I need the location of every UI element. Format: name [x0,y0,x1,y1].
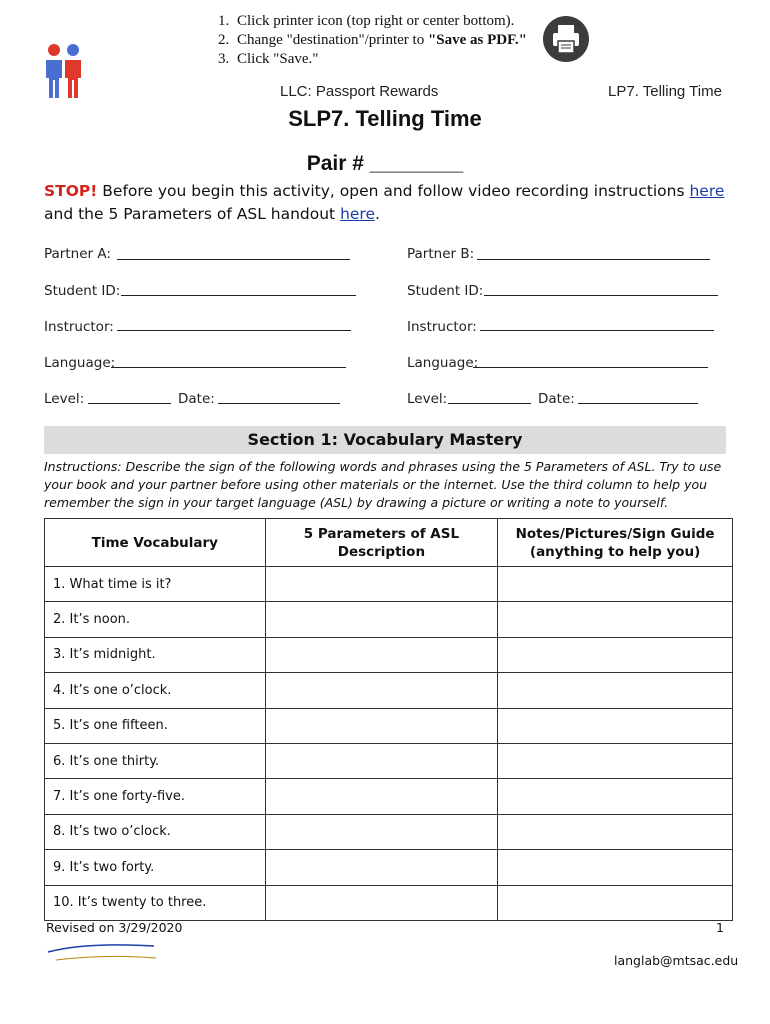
header-right: LP7. Telling Time [608,83,722,100]
student-id-b-line[interactable] [484,294,718,296]
notes-cell[interactable] [498,567,733,602]
partner-a-label: Partner A: [44,246,111,262]
partner-b-label: Partner B: [407,246,475,262]
description-cell[interactable] [265,708,498,743]
partner-a-line[interactable] [117,258,350,260]
instructor-b-label: Instructor: [407,319,477,335]
level-a-line[interactable] [88,402,171,404]
notes-cell[interactable] [498,814,733,849]
page-title: SLP7. Telling Time [288,106,482,131]
date-a-label: Date: [178,391,215,407]
table-row [45,885,733,920]
vocab-cell: 1. What time is it? [45,567,266,602]
vocab-cell: 8. It’s two o’clock. [45,814,266,849]
header-left: LLC: Passport Rewards [280,83,439,100]
vocab-cell: 5. It’s one fifteen. [45,708,266,743]
instructor-b-line[interactable] [480,329,714,331]
description-cell[interactable] [265,814,498,849]
print-step-3: 3. Click "Save." [233,50,545,69]
vocab-cell: 6. It’s one thirty. [45,743,266,778]
description-cell[interactable] [265,743,498,778]
description-cell[interactable] [265,850,498,885]
language-b-label: Language: [407,355,479,371]
video-instructions-link[interactable]: here [689,182,725,200]
notes-cell[interactable] [498,673,733,708]
language-a-line[interactable] [111,366,346,368]
print-instructions [205,12,545,69]
date-b-line[interactable] [578,402,698,404]
stop-word: STOP! [44,182,98,200]
level-b-label: Level: [407,391,448,407]
table-row [45,602,733,637]
student-id-a-line[interactable] [121,294,356,296]
table-header-row [45,519,733,567]
notes-cell[interactable] [498,743,733,778]
student-id-b-label: Student ID: [407,283,484,299]
level-a-label: Level: [44,391,85,407]
page-number: 1 [716,920,724,935]
table-row [45,814,733,849]
col-header-description: 5 Parameters of ASL Description [265,519,498,567]
parameters-handout-link[interactable]: here [340,205,375,223]
description-cell[interactable] [265,673,498,708]
print-step-1: 1. Click printer icon (top right or center bottom). [233,12,545,31]
people-icon [42,42,86,102]
notes-cell[interactable] [498,637,733,672]
student-id-a-label: Student ID: [44,283,121,299]
notes-cell[interactable] [498,850,733,885]
notes-cell[interactable] [498,779,733,814]
language-a-label: Language: [44,355,116,371]
vocab-cell: 10. It’s twenty to three. [45,885,266,920]
language-b-line[interactable] [473,366,708,368]
stop-notice: STOP! Before you begin this activity, open and follow video recording instructions here and the 5 Parameters of ASL handout here. [44,182,725,223]
vocab-cell: 9. It’s two forty. [45,850,266,885]
table-row [45,779,733,814]
description-cell[interactable] [265,779,498,814]
level-b-line[interactable] [448,402,531,404]
description-cell[interactable] [265,567,498,602]
table-row [45,743,733,778]
section-title: Section 1: Vocabulary Mastery [247,430,523,449]
instructor-a-label: Instructor: [44,319,114,335]
printer-icon[interactable] [543,16,589,62]
col-header-notes: Notes/Pictures/Sign Guide (anything to help you) [498,519,733,567]
notes-cell[interactable] [498,602,733,637]
instructor-a-line[interactable] [117,329,351,331]
date-b-label: Date: [538,391,575,407]
vocab-cell: 3. It’s midnight. [45,637,266,672]
pair-number: Pair # ________ [306,152,464,175]
instructions-text: Instructions: Describe the sign of the following words and phrases using the 5 Parameters of ASL. Try to use your book and your partner before using other materials or the internet. Use the third column to help you remember the sign in your target language (ASL) by drawing a picture or writing a note to yourself. [44,459,722,510]
notes-cell[interactable] [498,885,733,920]
description-cell[interactable] [265,885,498,920]
contact-email[interactable]: langlab@mtsac.edu [614,953,739,968]
col-header-vocabulary: Time Vocabulary [45,519,266,567]
description-cell[interactable] [265,637,498,672]
description-cell[interactable] [265,602,498,637]
notes-cell[interactable] [498,708,733,743]
print-step-2: 2. Change "destination"/printer to "Save as PDF." [233,31,545,50]
language-learning-center-logo [46,938,166,968]
vocab-cell: 4. It’s one o’clock. [45,673,266,708]
table-row [45,567,733,602]
table-row [45,708,733,743]
date-a-line[interactable] [218,402,340,404]
vocab-cell: 7. It’s one forty-five. [45,779,266,814]
table-row [45,673,733,708]
partner-b-line[interactable] [477,258,710,260]
vocab-cell: 2. It’s noon. [45,602,266,637]
revised-date: Revised on 3/29/2020 [46,920,183,935]
table-row [45,850,733,885]
table-row [45,637,733,672]
vocabulary-table [44,518,733,921]
